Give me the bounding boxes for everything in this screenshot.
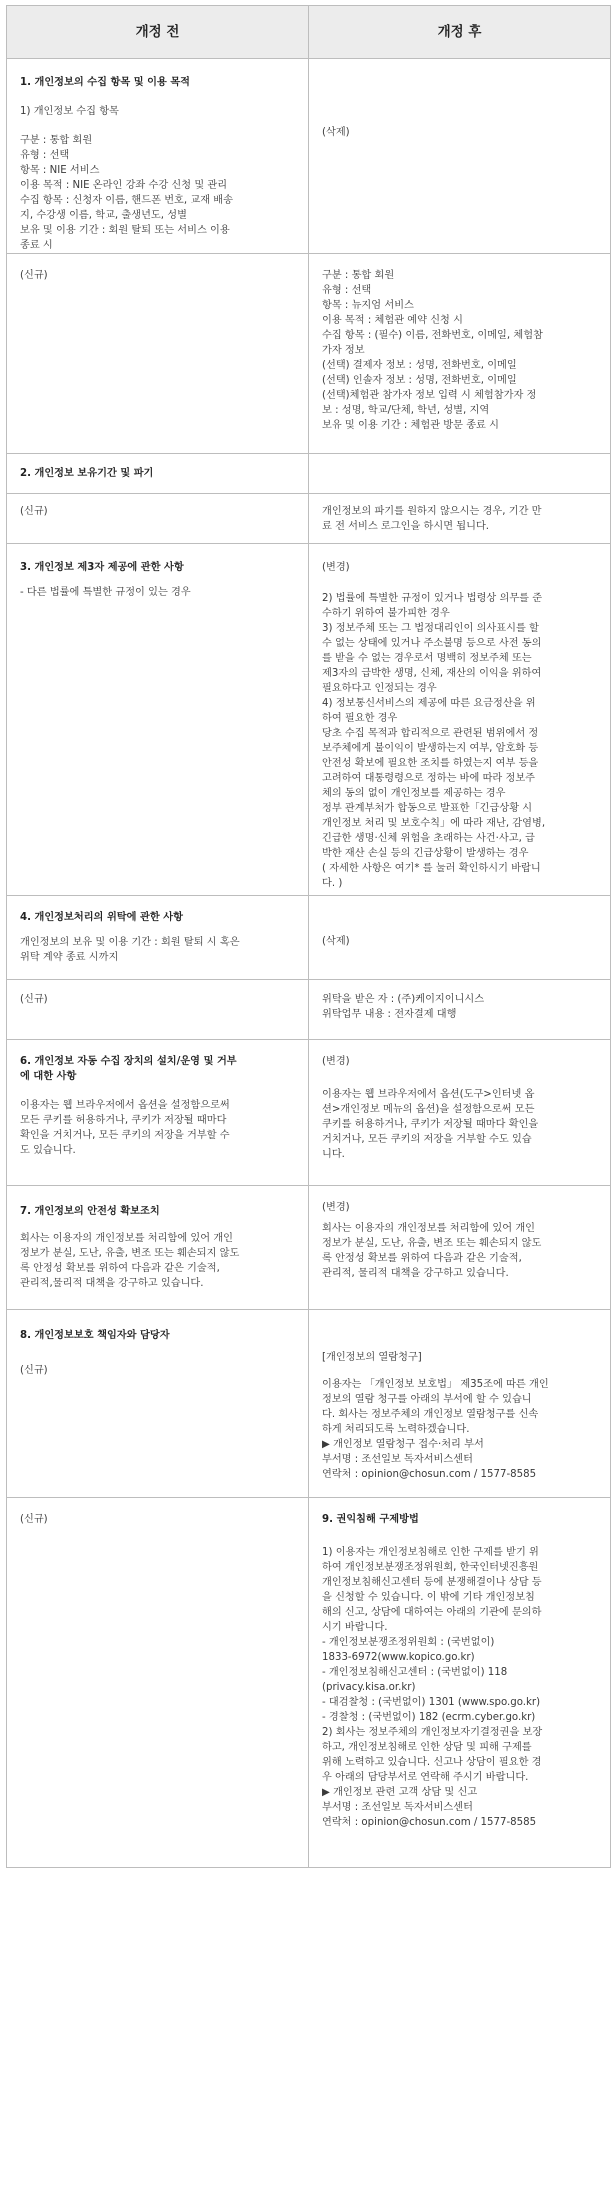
- text-line: (선택) 결제자 정보 : 성명, 전화번호, 이메일: [322, 360, 517, 371]
- section-title: 3. 개인정보 제3자 제공에 관한 사항: [20, 562, 184, 573]
- text-line: 항목 : 뉴지엄 서비스: [322, 300, 414, 311]
- text-line: 1833-6972(www.kopico.go.kr): [322, 1652, 475, 1663]
- section-title: 1. 개인정보의 수집 항목 및 이용 목적: [20, 77, 191, 88]
- cell-after: [309, 896, 611, 980]
- text-line: - 대검찰청 : (국번없이) 1301 (www.spo.go.kr): [322, 1697, 541, 1708]
- text-line: 위탁업무 내용 : 전자결제 대행: [322, 1009, 457, 1020]
- section-subtitle: - 다른 법률에 특별한 규정이 있는 경우: [20, 587, 191, 598]
- text-line: 정보가 분실, 도난, 유출, 변조 또는 훼손되지 않도: [322, 1238, 542, 1249]
- text-line: 관리적, 물리적 대책을 강구하고 있습니다.: [322, 1268, 509, 1279]
- subsection-title: [개인정보의 열람청구]: [322, 1352, 422, 1363]
- cell-after: [309, 494, 611, 544]
- text-line: 다. 회사는 정보주체의 개인정보 열람청구를 신속: [322, 1409, 539, 1420]
- text-line: 록 안정성 확보를 위하여 다음과 같은 기술적,: [322, 1253, 522, 1264]
- section-title: [20, 1054, 295, 1084]
- text-line: 구분 : 통합 회원: [322, 270, 395, 281]
- text-line: - 개인정보침해신고센터 : (국번없이) 118: [322, 1667, 508, 1678]
- table-row: [7, 59, 611, 254]
- text-block: [322, 268, 597, 433]
- text-block: [20, 935, 295, 965]
- text-line: 이용자는 「개인정보 보호법」 제35조에 따른 개인: [322, 1379, 549, 1390]
- text-line: 도 있습니다.: [20, 1145, 76, 1156]
- text-line: 해의 신고, 상담에 대하여는 아래의 기관에 문의하: [322, 1607, 542, 1618]
- text-block: [322, 504, 597, 534]
- cell-before: [7, 1040, 309, 1186]
- text-line: 당초 수집 목적과 합리적으로 관련된 범위에서 정: [322, 728, 539, 739]
- text-block: [322, 591, 597, 891]
- table-header-row: [7, 6, 611, 59]
- text-line: 2) 법률에 특별한 규정이 있거나 법령상 의무를 준: [322, 593, 543, 604]
- text-line: 수집 항목 : 신청자 이름, 핸드폰 번호, 교재 배송: [20, 195, 233, 206]
- cell-before: [7, 59, 309, 254]
- text-line: 회사는 이용자의 개인정보를 처리함에 있어 개인: [20, 1233, 234, 1244]
- cell-before: [7, 980, 309, 1040]
- text-line: 체의 동의 없이 개인정보를 제공하는 경우: [322, 788, 506, 799]
- text-line: 개인정보의 파기를 원하지 않으시는 경우, 기간 만: [322, 506, 542, 517]
- text-line: 션>개인정보 메뉴의 옵션)을 설정함으로써 모든: [322, 1104, 535, 1115]
- text-line: 구분 : 통합 회원: [20, 135, 93, 146]
- section-title: 4. 개인정보처리의 위탁에 관한 사항: [20, 912, 183, 923]
- text-line: 모든 쿠키를 허용하거나, 쿠키가 저장될 때마다: [20, 1115, 227, 1126]
- text-line: 종료 시: [20, 240, 53, 251]
- table-row: [7, 254, 611, 454]
- text-line: 에 대한 사항: [20, 1071, 77, 1082]
- text-line: 보유 및 이용 기간 : 체험관 방문 종료 시: [322, 420, 499, 431]
- text-block: [322, 1087, 597, 1162]
- status-label: (신규): [20, 1514, 48, 1525]
- status-label: (삭제): [322, 127, 350, 138]
- cell-before: [7, 254, 309, 454]
- text-line: 을 신청할 수 있습니다. 이 밖에 기타 개인정보침: [322, 1592, 535, 1603]
- text-line: 유형 : 선택: [20, 150, 70, 161]
- cell-after: [309, 59, 611, 254]
- text-block: [20, 1098, 295, 1158]
- text-line: 위해 노력하고 있습니다. 신고나 상담이 필요한 경: [322, 1757, 542, 1768]
- text-line: 긴급한 생명·신체 위험을 초래하는 사건·사고, 급: [322, 833, 535, 844]
- text-line: 2) 회사는 정보주체의 개인정보자기결정권을 보장: [322, 1727, 543, 1738]
- cell-before: [7, 1310, 309, 1498]
- text-line: (선택)체험관 참가자 정보 입력 시 체험참가자 정: [322, 390, 537, 401]
- text-line: 1) 이용자는 개인정보침해로 인한 구제를 받기 위: [322, 1547, 539, 1558]
- text-line: ▶ 개인정보 관련 고객 상담 및 신고: [322, 1787, 478, 1798]
- text-line: 하여 필요한 경우: [322, 713, 398, 724]
- text-line: 개인정보의 보유 및 이용 기간 : 회원 탈퇴 시 혹은: [20, 937, 240, 948]
- table-row: [7, 494, 611, 544]
- status-label: (변경): [322, 562, 350, 573]
- text-line: 박한 재산 손실 등의 긴급상황이 발생하는 경우: [322, 848, 529, 859]
- text-line: 연락처 : opinion@chosun.com / 1577-8585: [322, 1817, 537, 1828]
- text-line: 부서명 : 조선일보 독자서비스센터: [322, 1454, 473, 1465]
- text-line: ( 자세한 사항은 여기* 를 눌러 확인하시기 바랍니: [322, 863, 541, 874]
- cell-before: [7, 896, 309, 980]
- text-line: 정보가 분실, 도난, 유출, 변조 또는 훼손되지 않도: [20, 1248, 240, 1259]
- text-line: 이용 목적 : 체험관 예약 신청 시: [322, 315, 463, 326]
- text-line: 이용자는 웹 브라우저에서 옵션(도구>인터넷 옵: [322, 1089, 535, 1100]
- text-line: 쿠키를 허용하거나, 쿠키가 저장될 때마다 확인을: [322, 1119, 539, 1130]
- cell-before: [7, 1186, 309, 1310]
- text-line: 수 없는 상태에 있거나 주소불명 등으로 사전 동의: [322, 638, 542, 649]
- status-label: (변경): [322, 1056, 350, 1067]
- text-line: (선택) 인솔자 정보 : 성명, 전화번호, 이메일: [322, 375, 517, 386]
- text-line: - 개인정보분쟁조정위원회 : (국번없이): [322, 1637, 495, 1648]
- status-label: (신규): [20, 270, 48, 281]
- text-line: 연락처 : opinion@chosun.com / 1577-8585: [322, 1469, 537, 1480]
- text-line: 6. 개인정보 자동 수집 장치의 설치/운영 및 거부: [20, 1056, 237, 1067]
- table-row: [7, 454, 611, 494]
- text-line: 보유 및 이용 기간 : 회원 탈퇴 또는 서비스 이용: [20, 225, 230, 236]
- text-line: 다. ): [322, 878, 343, 889]
- cell-after: [309, 980, 611, 1040]
- cell-after: [309, 454, 611, 494]
- text-line: 정부 관계부처가 합동으로 발표한「긴급상황 시: [322, 803, 533, 814]
- table-row: [7, 1310, 611, 1498]
- text-line: 고려하여 대통령령으로 정하는 바에 따라 정보주: [322, 773, 536, 784]
- text-line: 필요하다고 인정되는 경우: [322, 683, 437, 694]
- text-line: 개인정보침해신고센터 등에 분쟁해결이나 상담 등: [322, 1577, 542, 1588]
- text-line: 이용자는 웹 브라우저에서 옵션을 설정함으로써: [20, 1100, 230, 1111]
- cell-before: [7, 494, 309, 544]
- cell-after: [309, 1186, 611, 1310]
- text-block: [20, 1231, 295, 1291]
- text-line: 정보의 열람 청구를 아래의 부서에 할 수 있습니: [322, 1394, 532, 1405]
- text-line: 확인을 거치거나, 모든 쿠키의 저장을 거부할 수: [20, 1130, 230, 1141]
- text-block: [20, 133, 295, 253]
- table-row: [7, 896, 611, 980]
- text-line: 가자 정보: [322, 345, 365, 356]
- text-line: 부서명 : 조선일보 독자서비스센터: [322, 1802, 473, 1813]
- text-line: - 경찰청 : (국번없이) 182 (ecrm.cyber.go.kr): [322, 1712, 536, 1723]
- text-block: [322, 1377, 597, 1482]
- status-label: (변경): [322, 1202, 350, 1213]
- text-line: 제3자의 급박한 생명, 신체, 재산의 이익을 위하여: [322, 668, 542, 679]
- text-line: ▶ 개인정보 열람청구 접수·처리 부서: [322, 1439, 484, 1450]
- text-line: 거치거나, 모든 쿠키의 저장을 거부할 수도 있습: [322, 1134, 532, 1145]
- header-before: 개정 전: [7, 6, 309, 59]
- text-line: 항목 : NIE 서비스: [20, 165, 100, 176]
- section-subtitle: 1) 개인정보 수집 항목: [20, 106, 119, 117]
- table-row: [7, 1186, 611, 1310]
- text-block: [322, 1545, 597, 1830]
- text-line: 위탁을 받은 자 : (주)케이지이니시스: [322, 994, 485, 1005]
- cell-after: [309, 544, 611, 896]
- text-line: 개인정보 처리 및 보호수칙」에 따라 재난, 감염병,: [322, 818, 546, 829]
- text-line: 4) 정보통신서비스의 제공에 따른 요금정산을 위: [322, 698, 536, 709]
- section-title: 8. 개인정보보호 책임자와 담당자: [20, 1330, 170, 1341]
- header-after: 개정 후: [309, 6, 611, 59]
- status-label: (신규): [20, 506, 48, 517]
- text-line: 보주체에게 불이익이 발생하는지 여부, 암호화 등: [322, 743, 539, 754]
- text-line: 수하기 위하여 불가피한 경우: [322, 608, 450, 619]
- text-line: 수집 항목 : (필수) 이름, 전화번호, 이메일, 체험참: [322, 330, 543, 341]
- status-label: (신규): [20, 1365, 48, 1376]
- text-line: 보 : 성명, 학교/단체, 학년, 성별, 지역: [322, 405, 490, 416]
- table-row: [7, 1040, 611, 1186]
- text-block: [322, 992, 597, 1022]
- section-title: 2. 개인정보 보유기간 및 파기: [20, 468, 154, 479]
- text-line: 관리적,물리적 대책을 강구하고 있습니다.: [20, 1278, 204, 1289]
- text-line: 이용 목적 : NIE 온라인 강좌 수강 신청 및 관리: [20, 180, 228, 191]
- cell-before: [7, 1498, 309, 1868]
- cell-after: [309, 1498, 611, 1868]
- text-block: [322, 1221, 597, 1281]
- text-line: 록 안정성 확보를 위하여 다음과 같은 기술적,: [20, 1263, 220, 1274]
- table-row: [7, 1498, 611, 1868]
- text-line: 를 받을 수 없는 경우로서 명백히 정보주체 또는: [322, 653, 532, 664]
- text-line: (privacy.kisa.or.kr): [322, 1682, 416, 1693]
- status-label: (신규): [20, 994, 48, 1005]
- text-line: 하여 개인정보분쟁조정위원회, 한국인터넷진흥원: [322, 1562, 539, 1573]
- text-line: 하게 처리되도록 노력하겠습니다.: [322, 1424, 470, 1435]
- text-line: 료 전 서비스 로그인을 하시면 됩니다.: [322, 521, 490, 532]
- cell-after: [309, 1040, 611, 1186]
- cell-after: [309, 254, 611, 454]
- text-line: 하고, 개인정보침해로 인한 상담 및 피해 구제를: [322, 1742, 532, 1753]
- section-title: 7. 개인정보의 안전성 확보조치: [20, 1206, 160, 1217]
- text-line: 안전성 확보에 필요한 조치를 하였는지 여부 등을: [322, 758, 539, 769]
- text-line: 위탁 계약 종료 시까지: [20, 952, 119, 963]
- cell-before: [7, 544, 309, 896]
- text-line: 시기 바랍니다.: [322, 1622, 388, 1633]
- status-label: (삭제): [322, 936, 350, 947]
- section-title: 9. 권익침해 구제방법: [322, 1514, 419, 1525]
- text-line: 유형 : 선택: [322, 285, 372, 296]
- cell-before: [7, 454, 309, 494]
- privacy-policy-comparison: [6, 5, 610, 1868]
- text-line: 니다.: [322, 1149, 345, 1160]
- comparison-table: [6, 5, 611, 1868]
- table-row: [7, 544, 611, 896]
- text-line: 회사는 이용자의 개인정보를 처리함에 있어 개인: [322, 1223, 536, 1234]
- table-row: [7, 980, 611, 1040]
- text-line: 3) 정보주체 또는 그 법정대리인이 의사표시를 할: [322, 623, 539, 634]
- cell-after: [309, 1310, 611, 1498]
- text-line: 지, 수강생 이름, 학교, 출생년도, 성별: [20, 210, 187, 221]
- text-line: 우 아래의 담당부서로 연락해 주시기 바랍니다.: [322, 1772, 529, 1783]
